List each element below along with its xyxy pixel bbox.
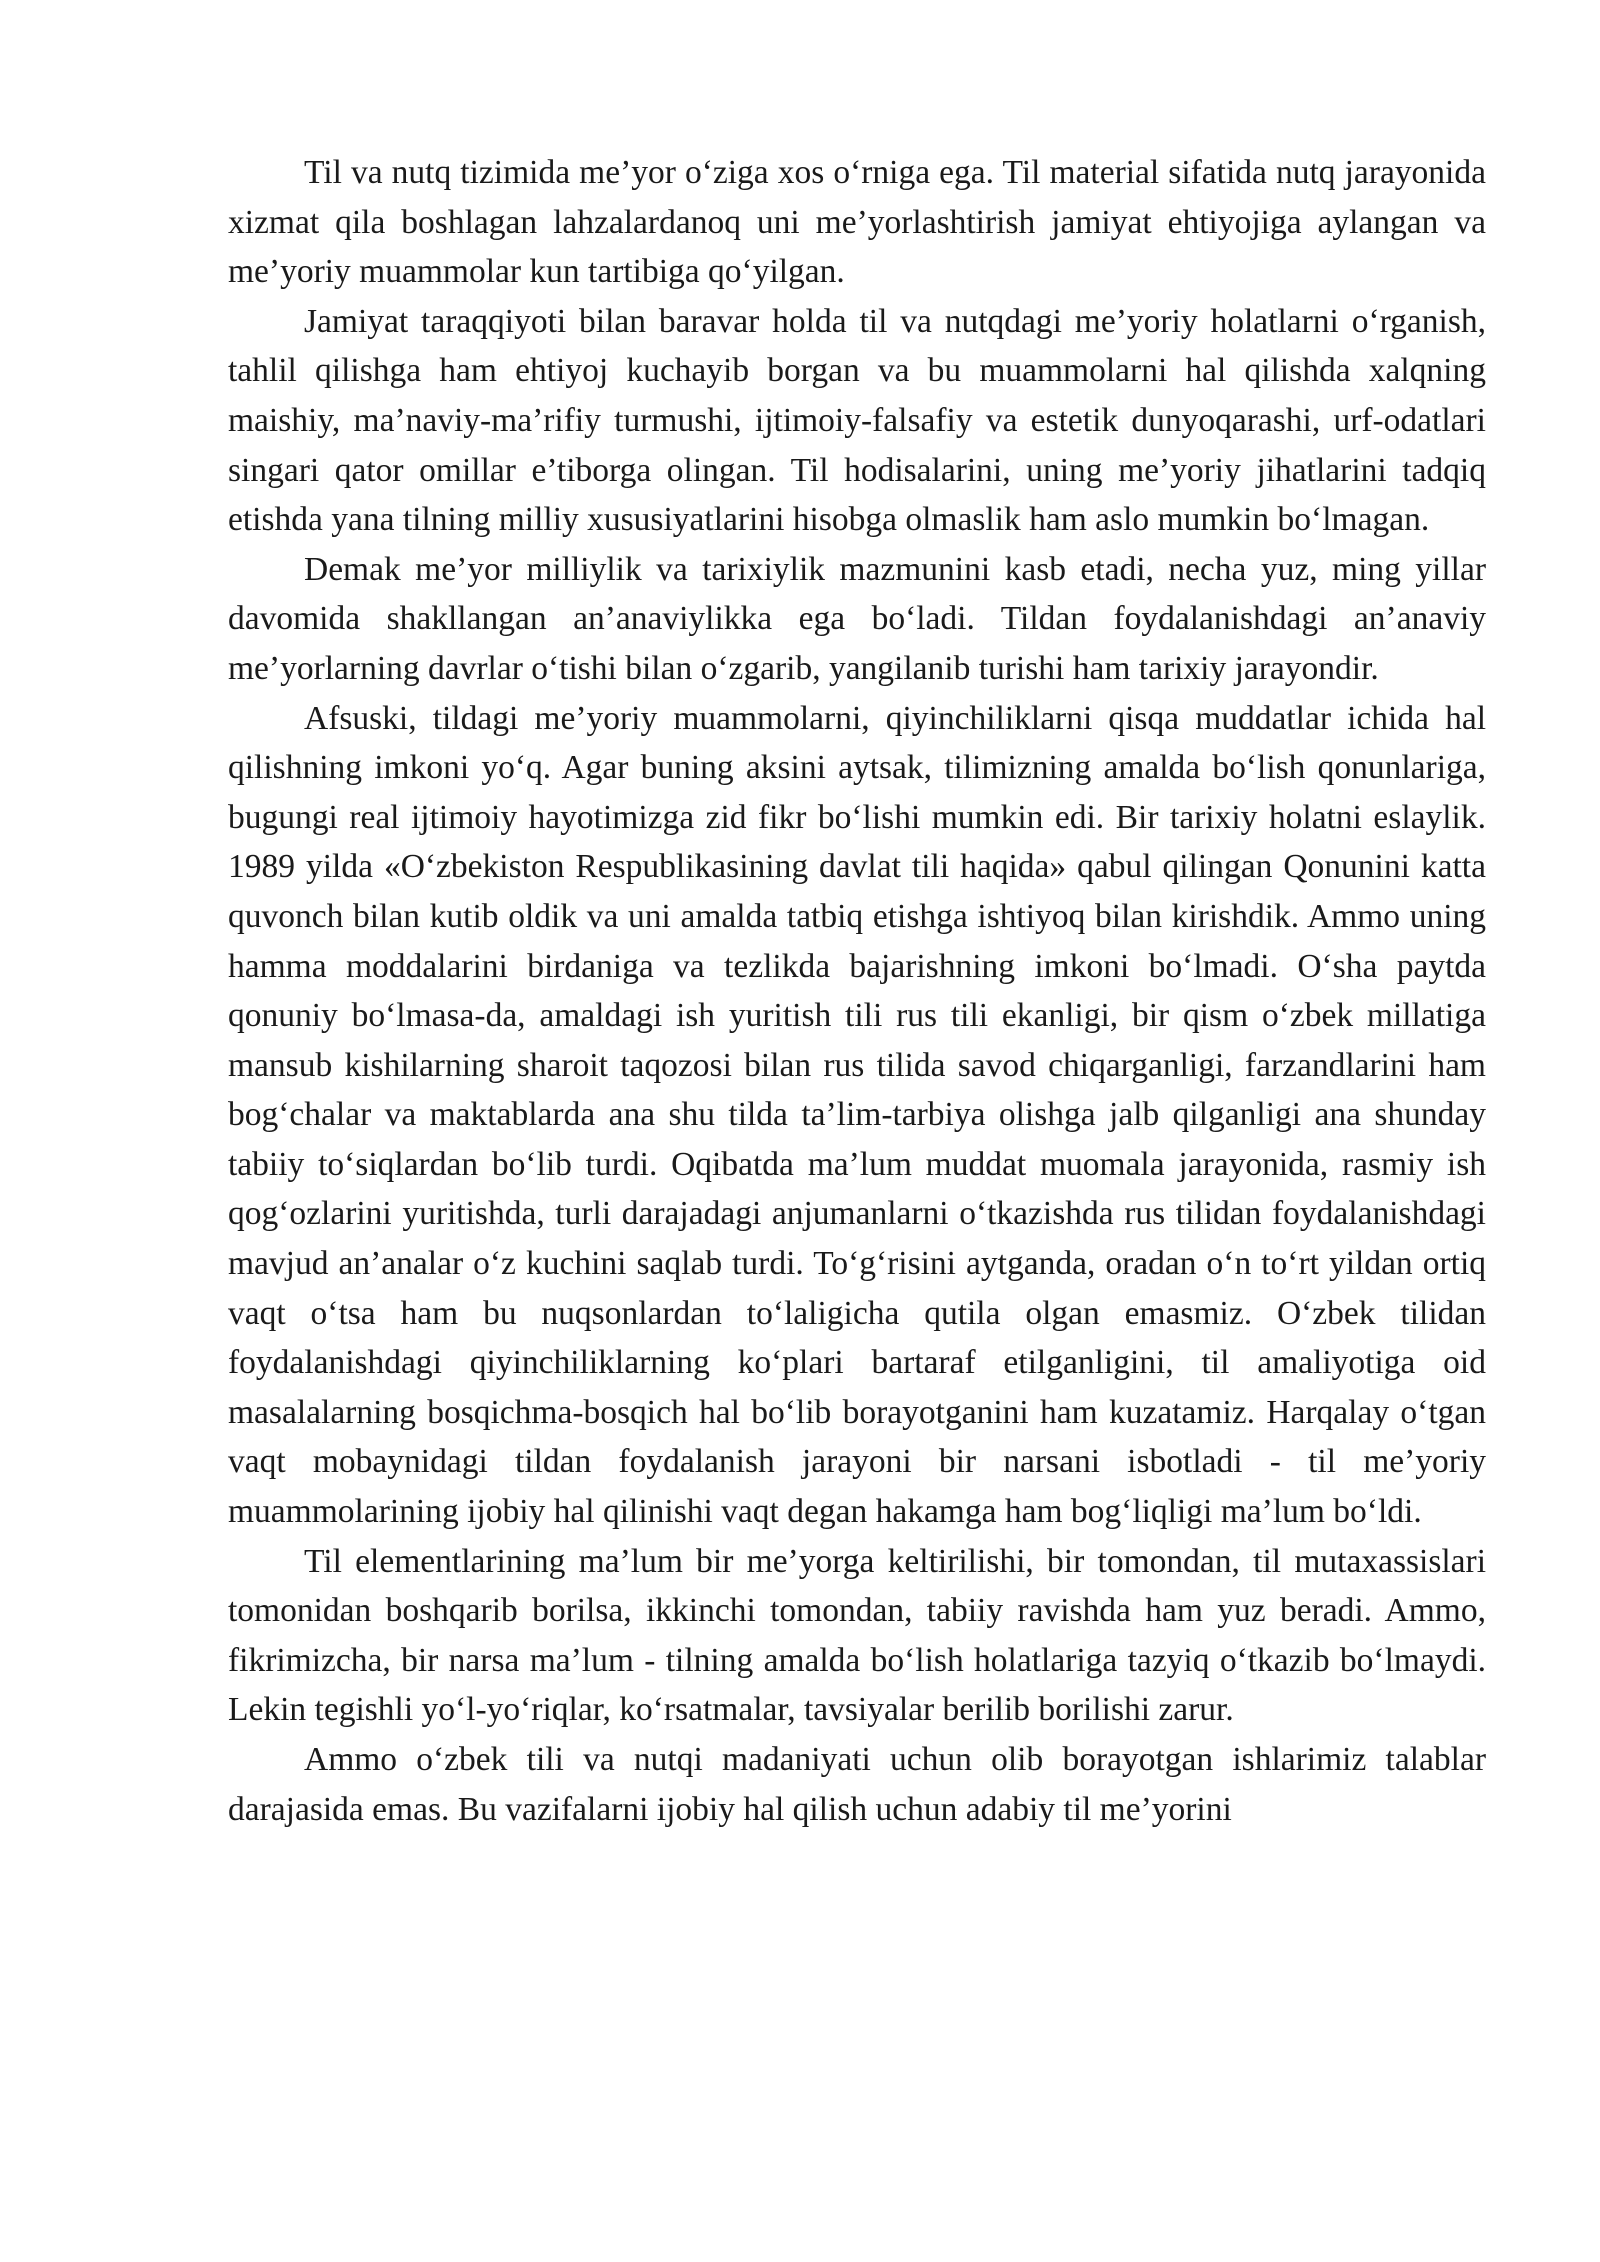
paragraph-3: Demak me’yor milliylik va tarixiylik mazmunini kasb etadi, necha yuz, ming yillar davomida shakllangan an’anaviylikka ega bo‘ladi. Tildan foydalanishdagi an’anaviy me’yorlarning davrlar o‘tishi bilan o‘zgarib, yangilanib turishi ham tarixiy jarayondir.: [228, 550, 1486, 687]
paragraph-4: Afsuski, tildagi me’yoriy muammolarni, qiyinchiliklarni qisqa muddatlar ichida hal qilishning imkoni yo‘q. Agar buning aksini aytsak, tilimizning amalda bo‘lish qonunlariga, bugungi real ijtimoiy hayotimizga zid fikr bo‘lishi mumkin edi. Bir tarixiy holatni eslaylik. 1989 yilda «O‘zbekiston Respublikasining davlat tili haqida» qabul qilingan Qonunini katta quvonch bilan kutib oldik va uni amalda tatbiq etishga ishtiyoq bilan kirishdik. Ammo uning hamma moddalarini birdaniga va tezlikda bajarishning imkoni bo‘lmadi. O‘sha paytda qonuniy bo‘lmasa-da, amaldagi ish yuritish tili rus tili ekanligi, bir qism o‘zbek millatiga mansub kishilarning sharoit taqozosi bilan rus tilida savod chiqarganligi, farzandlarini ham bog‘chalar va maktablarda ana shu tilda ta’lim-tarbiya olishga jalb qilganligi ana shunday tabiiy to‘siqlardan bo‘lib turdi. Oqibatda ma’lum muddat muomala jarayonida, rasmiy ish qog‘ozlarini yuritishda, turli darajadagi anjumanlarni o‘tkazishda rus tilidan foydalanishdagi mavjud an’analar o‘z kuchini saqlab turdi. To‘g‘risini aytganda, oradan o‘n to‘rt yildan ortiq vaqt o‘tsa ham bu nuqsonlardan to‘laligicha qutila olgan emasmiz. O‘zbek tilidan foydalanishdagi qiyinchiliklarning ko‘plari bartaraf etilganligini, til amaliyotiga oid masalalarning bosqichma-bosqich hal bo‘lib borayotganini ham kuzatamiz. Harqalay o‘tgan vaqt mobaynidagi tildan foydalanish jarayoni bir narsani isbotladi - til me’yoriy muammolarining ijobiy hal qilinishi vaqt degan hakamga ham bog‘liqligi ma’lum bo‘ldi.: [228, 699, 1486, 1531]
paragraph-5: Til elementlarining ma’lum bir me’yorga keltirilishi, bir tomondan, til mutaxassislari tomonidan boshqarib borilsa, ikkinchi tomondan, tabiiy ravishda ham yuz beradi. Ammo, fikrimizcha, bir narsa ma’lum - tilning amalda bo‘lish holatlariga tazyiq o‘tkazib bo‘lmaydi. Lekin tegishli yo‘l-yo‘riqlar, ko‘rsatmalar, tavsiyalar berilib borilishi zarur.: [228, 1542, 1486, 1729]
paragraph-6: Ammo o‘zbek tili va nutqi madaniyati uchun olib borayotgan ishlarimiz talablar darajasida emas. Bu vazifalarni ijobiy hal qilish uchun adabiy til me’yorini: [228, 1741, 1486, 1828]
paragraph-2: Jamiyat taraqqiyoti bilan baravar holda til va nutqdagi me’yoriy holatlarni o‘rganish, tahlil qilishga ham ehtiyoj kuchayib borgan va bu muammolarni hal qilishda xalqning maishiy, ma’naviy-ma’rifiy turmushi, ijtimoiy-falsafiy va estetik dunyoqarashi, urf-odatlari singari qator omillar e’tiborga olingan. Til hodisalarini, uning me’yoriy jihatlarini tadqiq etishda yana tilning milliy xususiyatlarini hisobga olmaslik ham aslo mumkin bo‘lmagan.: [228, 302, 1486, 539]
paragraph-1: Til va nutq tizimida me’yor o‘ziga xos o‘rniga ega. Til material sifatida nutq jarayonida xizmat qila boshlagan lahzalardanoq uni me’yorlashtirish jamiyat ehtiyojiga aylangan va me’yoriy muammolar kun tartibiga qo‘yilgan.: [228, 154, 1486, 291]
body-text: [228, 148, 1486, 1834]
